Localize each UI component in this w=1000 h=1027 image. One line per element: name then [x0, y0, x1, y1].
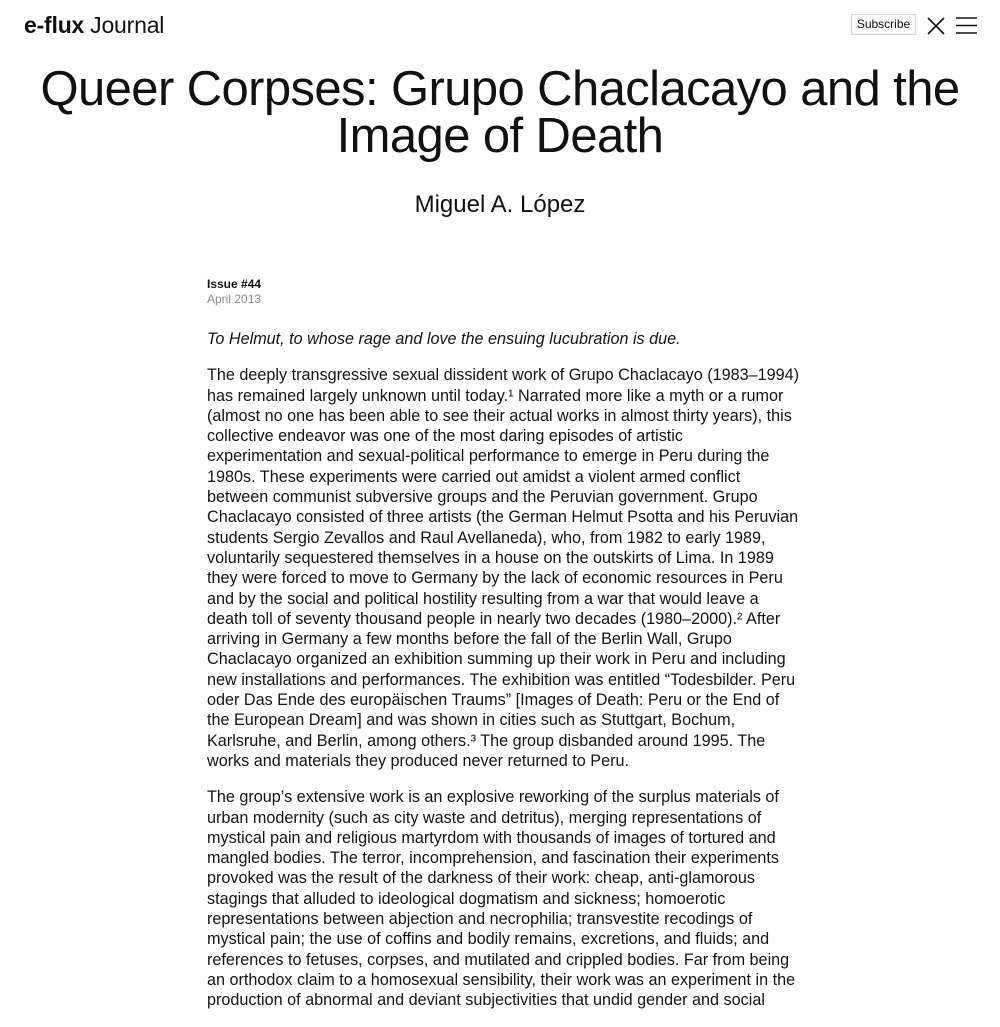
article-body: [207, 329, 801, 1027]
article-author[interactable]: Miguel A. López: [414, 191, 586, 218]
close-icon[interactable]: [926, 16, 946, 36]
dedication: To Helmut, to whose rage and love the ensuing lucubration is due.: [207, 330, 681, 348]
article-paragraph: The group’s extensive work is an explosive reworking of the surplus materials of urban modernity (such as city waste and detritus), merging representations of mystical pain and religious martyrdom with thousands of images of tortured and mangled bodies. The terror, incomprehension, and fascination their experiments provoked was the result of the darkness of their work: cheap, anti-glamorous stagings that alluded to ideological dogmatism and sickness; homoerotic representations between abjection and necrophilia; transvestite recodings of mystical pain; the use of coffins and bodily remains, excretions, and fluids; and references to fetuses, corpses, and mutilated and crippled bodies. Far from being an orthodox claim to a homosexual sensibility, their work was an experiment in the production of abnormal and deviant subjectivities that undid gender and social: [207, 788, 796, 1010]
publication-date: April 2013: [207, 292, 262, 306]
hamburger-menu-icon[interactable]: [955, 16, 978, 35]
article-title: Queer Corpses: Grupo Chaclacayo and the Image of Death: [40, 62, 960, 163]
brand-logo-link[interactable]: [24, 11, 164, 39]
issue-number[interactable]: Issue #44: [207, 277, 262, 291]
brand-name: e-flux: [24, 12, 85, 38]
subscribe-button[interactable]: Subscribe: [851, 14, 916, 35]
article-paragraph: The deeply transgressive sexual dissident work of Grupo Chaclacayo (1983–1994) has remained largely unknown until today.¹ Narrated more like a myth or a rumor (almost no one has been able to see their actual works in almost thirty years), this collective endeavor was one of the most daring episodes of artistic experimentation and sexual-political performance to emerge in Peru during the 1980s. These experiments were carried out amidst a violent armed conflict between communist subversive groups and the Peruvian government. Grupo Chaclacayo consisted of three artists (the German Helmut Psotta and his Peruvian students Sergio Zevallos and Raul Avellaneda), who, from 1982 to early 1989, voluntarily sequestered themselves in a house on the outskirts of Lima. In 1989 they were forced to move to Germany by the lack of economic resources in Peru and by the social and political hostility resulting from a war that would leave a death toll of seventy thousand people in nearly two decades (1980–2000).² After arriving in Germany a few months before the fall of the Berlin Wall, Grupo Chaclacayo organized an exhibition summing up their work in Peru and including new installations and performances. The exhibition was entitled “Todesbilder. Peru oder Das Ende des europäischen Traums” [Images of Death: Peru or the End of the European Dream] and was shown in cities such as Stuttgart, Bochum, Karlsruhe, and Berlin, among others.³ The group disbanded around 1995. The works and materials they produced never returned to Peru.: [207, 366, 800, 770]
brand-subtitle: Journal: [90, 12, 165, 38]
